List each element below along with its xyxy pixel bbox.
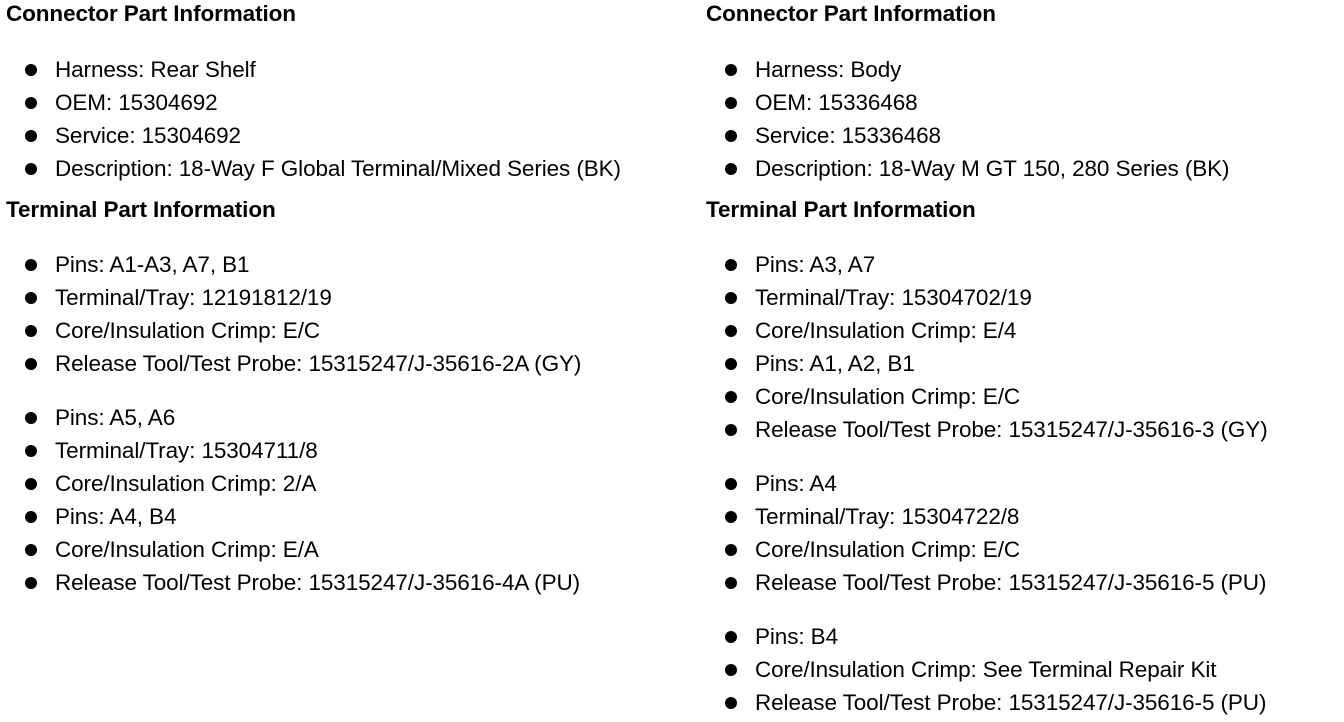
list-item bbox=[6, 314, 581, 347]
harness-text: Harness: Body bbox=[755, 57, 902, 82]
bullet-icon bbox=[725, 163, 737, 175]
item-text: Pins: A1, A2, B1 bbox=[755, 351, 915, 376]
list-item bbox=[706, 314, 1268, 347]
list-item bbox=[706, 86, 1229, 119]
list-item bbox=[6, 248, 581, 281]
list-item bbox=[706, 248, 1268, 281]
harness-text: Harness: Rear Shelf bbox=[55, 57, 256, 82]
terminal-group-list bbox=[706, 620, 1266, 719]
bullet-icon bbox=[725, 631, 737, 643]
list-item bbox=[706, 620, 1266, 653]
item-text: Terminal/Tray: 15304711/8 bbox=[55, 438, 318, 463]
terminal-group-list bbox=[6, 401, 580, 599]
item-text: Pins: A4 bbox=[755, 471, 837, 496]
list-item bbox=[6, 281, 581, 314]
bullet-icon bbox=[725, 511, 737, 523]
terminal-group-list bbox=[6, 248, 581, 380]
list-item bbox=[706, 119, 1229, 152]
item-text: Terminal/Tray: 15304722/8 bbox=[755, 504, 1020, 529]
item-text: Core/Insulation Crimp: E/C bbox=[755, 384, 1020, 409]
bullet-icon bbox=[25, 412, 37, 424]
bullet-icon bbox=[25, 259, 37, 271]
list-item bbox=[6, 347, 581, 380]
bullet-icon bbox=[725, 424, 737, 436]
bullet-icon bbox=[725, 358, 737, 370]
list-item bbox=[6, 566, 580, 599]
connector-part-info-heading: Connector Part Information bbox=[706, 1, 996, 26]
item-text: Release Tool/Test Probe: 15315247/J-35616-2A (GY) bbox=[55, 351, 582, 376]
item-text: Release Tool/Test Probe: 15315247/J-35616-3 (GY) bbox=[755, 417, 1268, 442]
terminal-part-info-heading: Terminal Part Information bbox=[706, 197, 976, 222]
bullet-icon bbox=[25, 97, 37, 109]
bullet-icon bbox=[25, 478, 37, 490]
oem-text: OEM: 15336468 bbox=[755, 90, 918, 115]
item-text: Core/Insulation Crimp: 2/A bbox=[55, 471, 317, 496]
item-text: Pins: B4 bbox=[755, 624, 838, 649]
list-item bbox=[706, 500, 1266, 533]
list-item bbox=[6, 86, 621, 119]
item-text: Terminal/Tray: 15304702/19 bbox=[755, 285, 1032, 310]
item-text: Release Tool/Test Probe: 15315247/J-35616-5 (PU) bbox=[755, 570, 1267, 595]
list-item bbox=[706, 413, 1268, 446]
item-text: Pins: A4, B4 bbox=[55, 504, 177, 529]
terminal-group-list bbox=[706, 467, 1266, 599]
list-item bbox=[706, 533, 1266, 566]
bullet-icon bbox=[725, 544, 737, 556]
item-text: Core/Insulation Crimp: E/A bbox=[55, 537, 319, 562]
bullet-icon bbox=[725, 697, 737, 709]
list-item bbox=[6, 401, 580, 434]
list-item bbox=[706, 467, 1266, 500]
service-text: Service: 15336468 bbox=[755, 123, 941, 148]
description-text: Description: 18-Way M GT 150, 280 Series (BK) bbox=[755, 156, 1230, 181]
bullet-icon bbox=[25, 130, 37, 142]
bullet-icon bbox=[25, 292, 37, 304]
list-item bbox=[6, 533, 580, 566]
item-text: Core/Insulation Crimp: E/4 bbox=[755, 318, 1017, 343]
item-text: Pins: A1-A3, A7, B1 bbox=[55, 252, 250, 277]
item-text: Core/Insulation Crimp: See Terminal Repair Kit bbox=[755, 657, 1217, 682]
bullet-icon bbox=[725, 259, 737, 271]
connector-info-list bbox=[6, 53, 621, 185]
list-item bbox=[706, 686, 1266, 719]
bullet-icon bbox=[25, 325, 37, 337]
bullet-icon bbox=[725, 577, 737, 589]
bullet-icon bbox=[725, 664, 737, 676]
bullet-icon bbox=[725, 64, 737, 76]
list-item bbox=[706, 380, 1268, 413]
oem-text: OEM: 15304692 bbox=[55, 90, 218, 115]
list-item bbox=[706, 347, 1268, 380]
item-text: Core/Insulation Crimp: E/C bbox=[755, 537, 1020, 562]
list-item bbox=[706, 653, 1266, 686]
bullet-icon bbox=[25, 577, 37, 589]
item-text: Pins: A5, A6 bbox=[55, 405, 176, 430]
item-text: Pins: A3, A7 bbox=[755, 252, 876, 277]
bullet-icon bbox=[25, 511, 37, 523]
bullet-icon bbox=[25, 544, 37, 556]
list-item bbox=[706, 566, 1266, 599]
bullet-icon bbox=[25, 163, 37, 175]
connector-info-list bbox=[706, 53, 1229, 185]
bullet-icon bbox=[725, 292, 737, 304]
bullet-icon bbox=[25, 358, 37, 370]
bullet-icon bbox=[25, 445, 37, 457]
bullet-icon bbox=[25, 64, 37, 76]
list-item bbox=[6, 467, 580, 500]
list-item bbox=[706, 53, 1229, 86]
bullet-icon bbox=[725, 97, 737, 109]
list-item bbox=[6, 434, 580, 467]
bullet-icon bbox=[725, 478, 737, 490]
terminal-group-list bbox=[706, 248, 1268, 446]
bullet-icon bbox=[725, 325, 737, 337]
bullet-icon bbox=[725, 130, 737, 142]
item-text: Release Tool/Test Probe: 15315247/J-35616-5 (PU) bbox=[755, 690, 1267, 715]
list-item bbox=[6, 119, 621, 152]
list-item bbox=[6, 500, 580, 533]
service-text: Service: 15304692 bbox=[55, 123, 241, 148]
list-item bbox=[706, 152, 1229, 185]
bullet-icon bbox=[725, 391, 737, 403]
item-text: Release Tool/Test Probe: 15315247/J-35616-4A (PU) bbox=[55, 570, 581, 595]
list-item bbox=[6, 152, 621, 185]
terminal-part-info-heading: Terminal Part Information bbox=[6, 197, 276, 222]
list-item bbox=[706, 281, 1268, 314]
item-text: Terminal/Tray: 12191812/19 bbox=[55, 285, 332, 310]
connector-part-info-heading: Connector Part Information bbox=[6, 1, 296, 26]
description-text: Description: 18-Way F Global Terminal/Mixed Series (BK) bbox=[55, 156, 621, 181]
list-item bbox=[6, 53, 621, 86]
item-text: Core/Insulation Crimp: E/C bbox=[55, 318, 320, 343]
